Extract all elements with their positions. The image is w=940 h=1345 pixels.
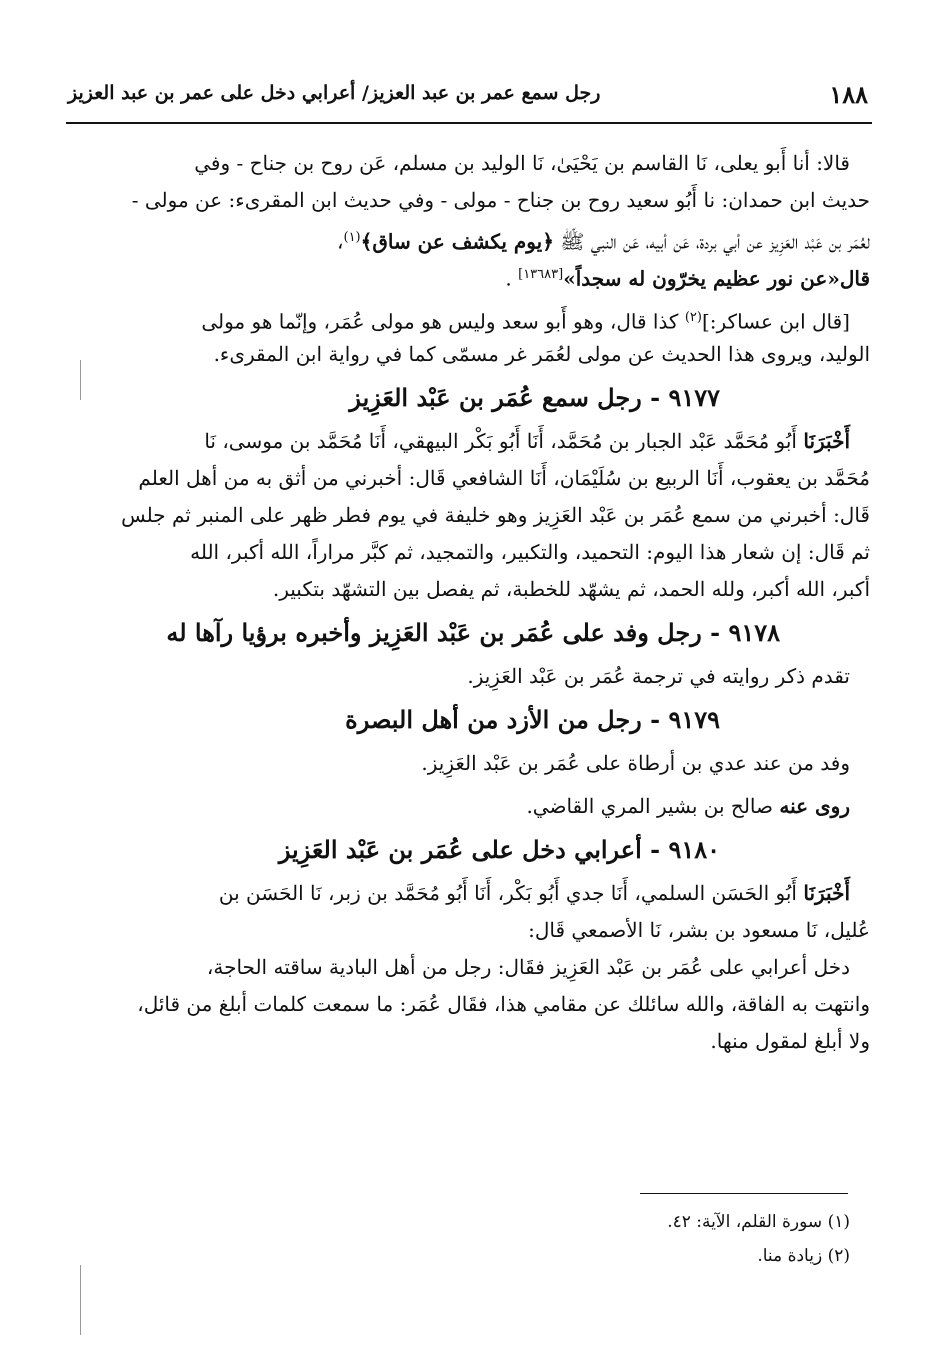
footnote: [70, 1239, 850, 1273]
scan-mark: [80, 360, 81, 400]
text-segment: صالح بن بشير المري القاضي.: [526, 794, 774, 818]
text-line: مُحَمَّد بن يعقوب، أَنَا الربيع بن سُلَيْمَان، أَنَا الشافعي قَال: أخبرني من أثق به من أهل العلم: [138, 466, 870, 490]
text-segment: أَبُو الحَسَن السلمي، أَنَا جدي أَبُو بَكْر، أَنَا أَبُو مُحَمَّد بن زبر، نَا الحَسَن بن: [218, 881, 797, 905]
text-line: [70, 423, 870, 460]
text-segment: لعُمَر بن عَبْد العَزِيز عن أبي بردة، عَن أبيه، عَن النبي ﷺ: [560, 229, 870, 254]
running-title: رجل سمع عمر بن عبد العزيز/ أعرابي دخل على عمر بن عبد العزيز: [68, 82, 601, 104]
text-line: [70, 875, 870, 912]
narrator-keyword: روى عنه: [779, 794, 850, 818]
header-rule: [66, 122, 872, 124]
main-text: [70, 145, 870, 1060]
entry-heading-9177: ٩١٧٧ - رجل سمع عُمَر بن عَبْد العَزِيز: [349, 383, 720, 412]
text-line: [70, 219, 870, 256]
entry-heading-9178: ٩١٧٨ - رجل وفد على عُمَر بن عَبْد العَزِيز وأخبره برؤيا رآها له: [166, 618, 780, 647]
text-line: وفد من عند عدي بن أرطاة على عُمَر بن عَبْد العَزِيز.: [421, 751, 850, 775]
text-line: أكبر، الله أكبر، ولله الحمد، ثم يشهّد للخطبة، ثم يفصل بين التشهّد بتكبير.: [272, 577, 870, 601]
text-line: ولا أبلغ لمقول منها.: [710, 1029, 870, 1053]
text-segment: أَبُو مُحَمَّد عَبْد الجبار بن مُحَمَّد، أَنَا أَبُو بَكْر البيهقي، أَنَا مُحَمَّد بن موسى، نَا: [204, 429, 797, 453]
text-segment: ،: [337, 229, 344, 254]
footnote-ref: (١): [343, 230, 361, 245]
text-line: قَال: أخبرني من سمع عُمَر بن عَبْد العَزِيز وهو خليفة في يوم فطر ظهر على المنبر ثم جلس: [121, 503, 870, 527]
footnote-ref: (٢): [684, 310, 702, 325]
isnad-keyword: أَخْبَرَنَا: [803, 881, 850, 905]
scan-mark: [80, 1265, 81, 1335]
isnad-keyword: أَخْبَرَنَا: [803, 429, 850, 453]
text-segment: .: [505, 266, 512, 291]
text-line: [70, 788, 870, 825]
entry-heading-9179: ٩١٧٩ - رجل من الأزد من أهل البصرة: [345, 705, 720, 734]
text-segment: كذا قال، وهو أَبو سعد وليس هو مولى عُمَر، وإنّما هو مولى: [201, 309, 679, 334]
footnote-number: (١): [827, 1212, 850, 1232]
text-line: [70, 299, 870, 336]
text-line: عُليل، نَا مسعود بن بشر، نَا الأصمعي قَال:: [528, 918, 870, 942]
hadith-text: قال«عن نور عظيم يخرّون له سجداً»: [563, 266, 870, 291]
footnote: [70, 1205, 850, 1239]
text-line: حديث ابن حمدان: نا أَبُو سعيد روح بن جناح - مولى - وفي حديث ابن المقرىء: عن مولى -: [131, 188, 870, 212]
footnote-text: سورة القلم، الآية: ٤٢.: [667, 1212, 823, 1232]
text-line: دخل أعرابي على عُمَر بن عَبْد العَزِيز فقَال: رجل من أهل البادية ساقته الحاجة،: [206, 955, 850, 979]
page-header: [68, 70, 868, 118]
text-line: الوليد، ويروى هذا الحديث عن مولى لعُمَر غر مسمّى كما في رواية ابن المقرىء.: [213, 342, 870, 366]
footnotes: [70, 1205, 850, 1273]
quran-verse: ﴿يوم يكشف عن ساق﴾: [360, 229, 554, 254]
entry-heading-9180: ٩١٨٠ - أعرابي دخل على عُمَر بن عَبْد العَزِيز: [278, 835, 720, 864]
hadith-number: [١٣٦٨٣]: [518, 267, 564, 282]
footnote-number: (٢): [827, 1246, 850, 1266]
text-line: قالا: أنا أَبو يعلى، نَا القاسم بن يَحْيَىٰ، نَا الوليد بن مسلم، عَن روح بن جناح - وفي: [194, 151, 850, 175]
text-line: وانتهت به الفاقة، والله سائلك عن مقامي هذا، فقَال عُمَر: ما سمعت كلمات أبلغ من قائل،: [137, 992, 870, 1016]
text-line: ثم قَال: إن شعار هذا اليوم: التحميد، والتكبير، والتمجيد، ثم كبَّر مراراً، الله أكبر، الله: [190, 540, 870, 564]
text-segment: [قال ابن عساكر:]: [701, 309, 850, 334]
footnote-text: زيادة منا.: [757, 1246, 823, 1266]
text-line: تقدم ذكر روايته في ترجمة عُمَر بن عَبْد العَزِيز.: [467, 664, 850, 688]
text-line: [70, 256, 870, 293]
page-number: ١٨٨: [829, 80, 868, 109]
footnote-rule: [640, 1193, 848, 1194]
